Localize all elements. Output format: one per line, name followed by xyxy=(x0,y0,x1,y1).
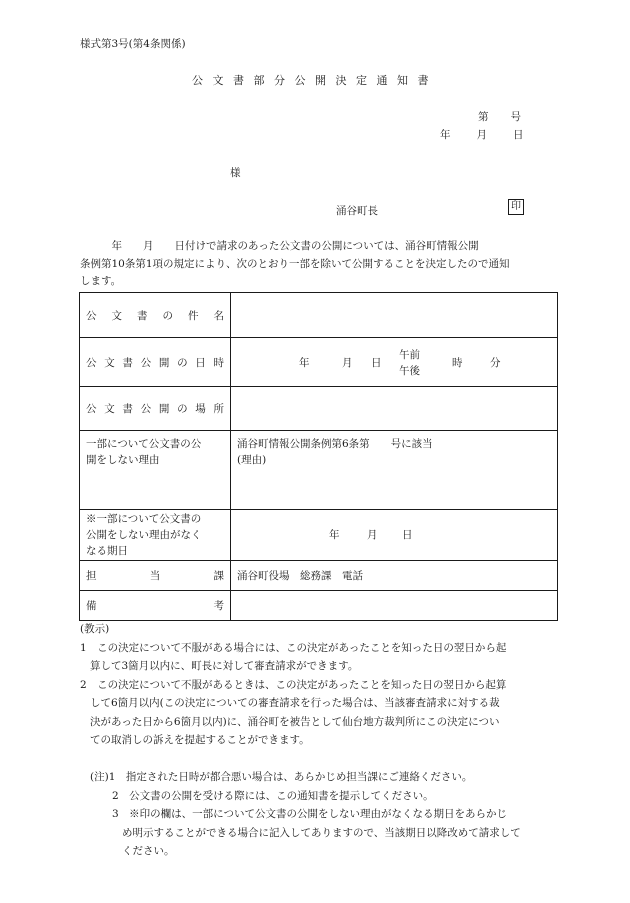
note-item: 3 ※印の欄は、一部について公文書の公開をしない理由がなくなる期日をあらかじ xyxy=(112,808,507,820)
note-item: め明示することができる場合に記入してありますので、当該期日以降改めて請求して xyxy=(122,826,521,839)
addressee-suffix: 様 xyxy=(230,167,241,179)
date-month: 月 xyxy=(476,129,487,141)
dt-am: 午前 xyxy=(399,349,420,361)
instruction-item: 決があった日から6箇月以内)に、涌谷町を被告として仙台地方裁判所にこの決定につい xyxy=(90,715,500,728)
instruction-item: 1 この決定について不服がある場合には、この決定があったことを知った日の翌日から起 xyxy=(80,641,507,654)
table-row-place xyxy=(80,387,558,431)
label-document-title: 公 文 書 の 件 名 xyxy=(80,293,231,338)
exp-month: 月 xyxy=(367,529,378,541)
instruction-section xyxy=(80,620,560,750)
note-item: (注)1 指定された日時が都合悪い場合は、あらかじめ担当課にご連絡ください。 xyxy=(90,771,473,783)
number-go: 号 xyxy=(510,111,521,123)
instruction-item: して6箇月以内(この決定についての審査請求を行った場合は、当該審査請求に対する裁 xyxy=(90,697,500,709)
instruction-item: 2 この決定について不服があるときは、この決定があったことを知った日の翌日から起算 xyxy=(80,678,507,691)
notes-section xyxy=(90,768,560,861)
intro-line: 年 月 日付けで請求のあった公文書の公開については、涌谷町情報公開 xyxy=(80,240,479,252)
label-department: 担 当 課 xyxy=(80,561,231,591)
value-remarks xyxy=(231,591,558,621)
instruction-heading: (教示) xyxy=(80,623,110,635)
dt-hour: 時 xyxy=(452,357,463,369)
label-nondisclosure-reason: 一部について公文書の公 開をしない理由 xyxy=(80,431,231,510)
note-item: ください。 xyxy=(122,845,175,857)
table-row-remarks xyxy=(80,591,558,621)
instruction-item: 算して3箇月以内に、町長に対して審査請求ができます。 xyxy=(90,660,359,672)
exp-day: 日 xyxy=(402,529,413,541)
intro-paragraph xyxy=(80,238,558,291)
label-disclosure-datetime: 公 文 書 公 開 の 日 時 xyxy=(80,338,231,387)
document-title: 公文書部分公開決定通知書 xyxy=(192,74,438,87)
label-expiry-date: ※一部について公文書の 公開をしない理由がなく なる期日 xyxy=(80,510,231,561)
dt-month: 月 xyxy=(342,357,353,369)
note-item: 2 公文書の公開を受ける際には、この通知書を提示してください。 xyxy=(112,789,434,802)
date-year: 年 xyxy=(440,129,451,141)
reason-label: (理由) xyxy=(237,454,267,466)
table-row-department xyxy=(80,561,558,591)
reason-article: 涌谷町情報公開条例第6条第 号に該当 xyxy=(237,438,433,450)
seal-mark: 印 xyxy=(508,199,524,215)
value-document-title xyxy=(231,293,558,338)
sender-name: 涌谷町長 xyxy=(336,205,378,217)
form-number: 様式第3号(第4条関係) xyxy=(80,38,186,50)
exp-year: 年 xyxy=(329,529,340,541)
instruction-item: ての取消しの訴えを提起することができます。 xyxy=(90,734,310,746)
intro-line: します。 xyxy=(80,275,122,287)
intro-line: 条例第10条第1項の規定により、次のとおり一部を除いて公開することを決定したので通知 xyxy=(80,257,510,270)
date-day: 日 xyxy=(513,129,524,141)
document-date xyxy=(440,127,524,142)
table-row-title xyxy=(80,293,558,338)
table-row-expiry xyxy=(80,510,558,561)
dt-year: 年 xyxy=(299,357,310,369)
value-nondisclosure-reason xyxy=(231,431,558,510)
label-disclosure-place: 公 文 書 公 開 の 場 所 xyxy=(80,387,231,431)
label-remarks: 備 考 xyxy=(80,591,231,621)
dt-minute: 分 xyxy=(490,357,501,369)
value-department: 涌谷町役場 総務課 電話 xyxy=(231,561,558,591)
value-disclosure-datetime xyxy=(231,338,558,387)
value-expiry-date xyxy=(231,510,558,561)
decision-table xyxy=(79,292,558,621)
dt-day: 日 xyxy=(371,357,382,369)
table-row-datetime xyxy=(80,338,558,387)
value-disclosure-place xyxy=(231,387,558,431)
dt-pm: 午後 xyxy=(399,365,420,377)
document-number xyxy=(478,109,521,124)
number-dai: 第 xyxy=(478,111,489,123)
table-row-reason xyxy=(80,431,558,510)
